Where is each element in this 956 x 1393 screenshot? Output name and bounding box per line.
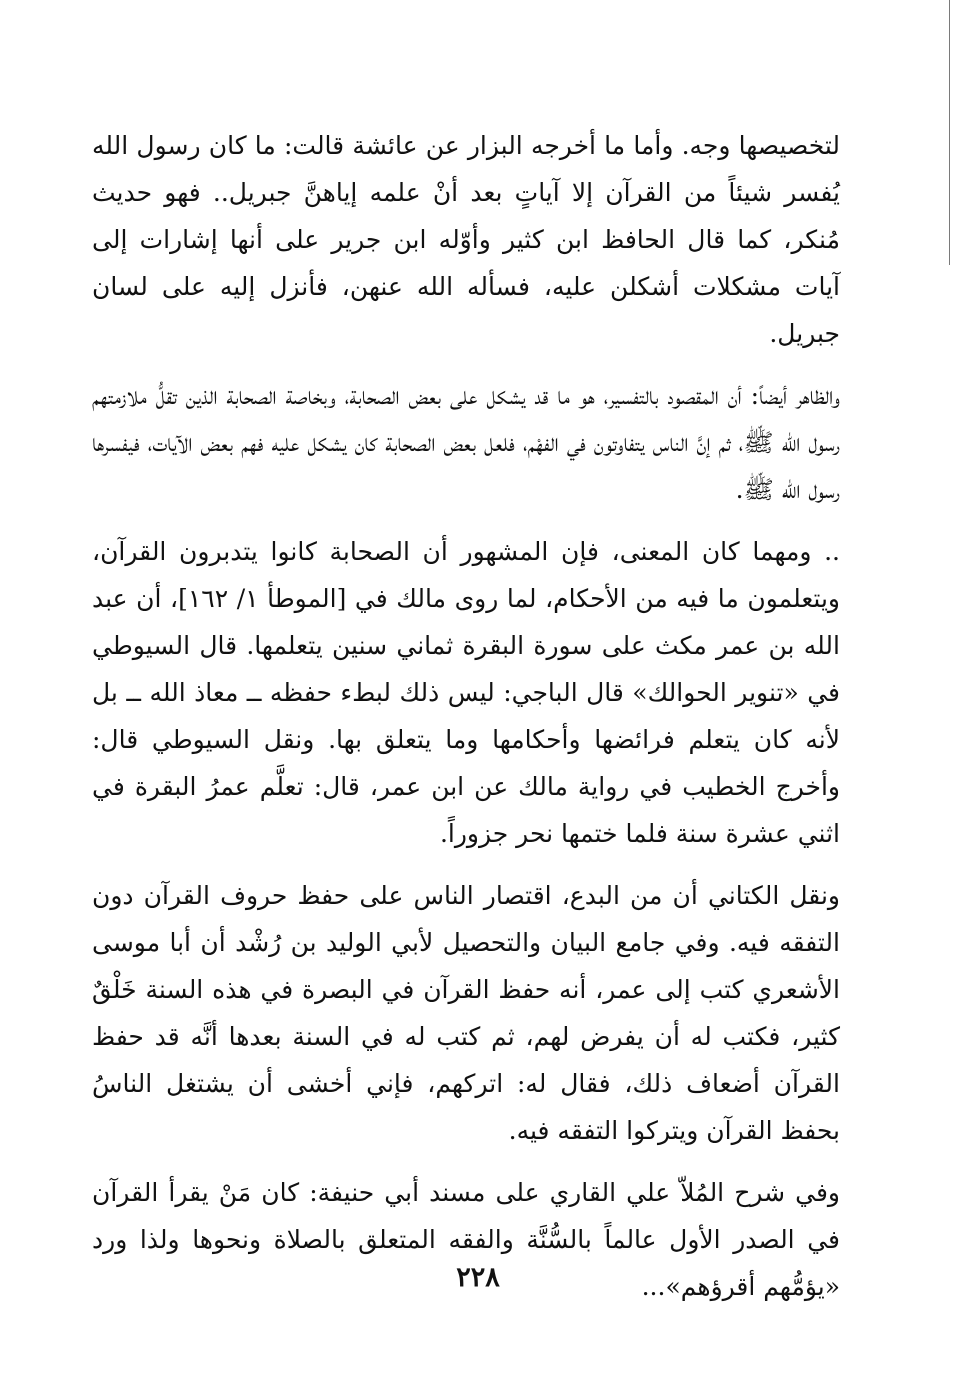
- page-edge-line: [949, 0, 950, 265]
- paragraph-3: .. ومهما كان المعنى، فإن المشهور أن الصحابة كانوا يتدبرون القرآن، ويتعلمون ما فيه من الأحكام، لما روى مالك في [الموطأ ١/ ١٦٢]، أن عبد الله بن عمر مكث على سورة البقرة ثماني سنين يتعلمها. قال السيوطي في «تنوير الحوالك» قال الباجي: ليس ذلك لبطء حفظه ــ معاذ الله ــ بل لأنه كان يتعلم فرائضها وأحكامها وما يتعلق بها. ونقل السيوطي قال: وأخرج الخطيب في رواية مالك عن ابن عمر، قال: تعلَّم عمرُ البقرة في اثني عشرة سنة فلما ختمها نحر جزوراً.: [92, 537, 840, 848]
- page-number: ٢٢٨: [456, 1262, 500, 1293]
- paragraph-5: وفي شرح المُلاّ علي القاري على مسند أبي حنيفة: كان مَنْ يقرأ القرآن في الصدر الأول عالماً بالسُّنَّة والفقه المتعلق بالصلاة ونحوها ولذا ورد «يؤمُّهم أقرؤهم»...: [92, 1178, 840, 1301]
- paragraph-2: والظاهر أيضاً: أن المقصود بالتفسير، هو ما قد يشكل على بعض الصحابة، وبخاصة الصحابة الذين تقلُّ ملازمتهم رسول الله ﷺ، ثم إنَّ الناس يتفاوتون في الفهْم، فلعل بعض الصحابة كان يشكل عليه فهم بعض الآيات، فيفسرها رسول الله ﷺ.: [92, 381, 840, 504]
- body-text: [92, 122, 840, 1310]
- paragraph-1: لتخصيصها وجه. وأما ما أخرجه البزار عن عائشة قالت: ما كان رسول الله يُفسر شيئاً من القرآن إلا آياتٍ بعد أنْ علمه إياهنَّ جبريل.. فهو حديث مُنكر، كما قال الحافظ ابن كثير وأوّله ابن جرير على أنها إشارات إلى آيات مشكلات أشكلن عليه، فسأله الله عنهن، فأنزل إليه على لسان جبريل.: [92, 131, 840, 348]
- paragraph-4: ونقل الكتاني أن من البدع، اقتصار الناس على حفظ حروف القرآن دون التفقه فيه. وفي جامع البيان والتحصيل لأبي الوليد بن رُشْد أن أبا موسى الأشعري كتب إلى عمر، أنه حفظ القرآن في البصرة في هذه السنة خَلْقٌ كثير، فكتب له أن يفرض لهم، ثم كتب له في السنة بعدها أنَّه قد حفظ القرآن أضعاف ذلك، فقال له: اتركهم، فإني أخشى أن يشتغل الناسُ بحفظ القرآن ويتركوا التفقه فيه.: [92, 881, 840, 1145]
